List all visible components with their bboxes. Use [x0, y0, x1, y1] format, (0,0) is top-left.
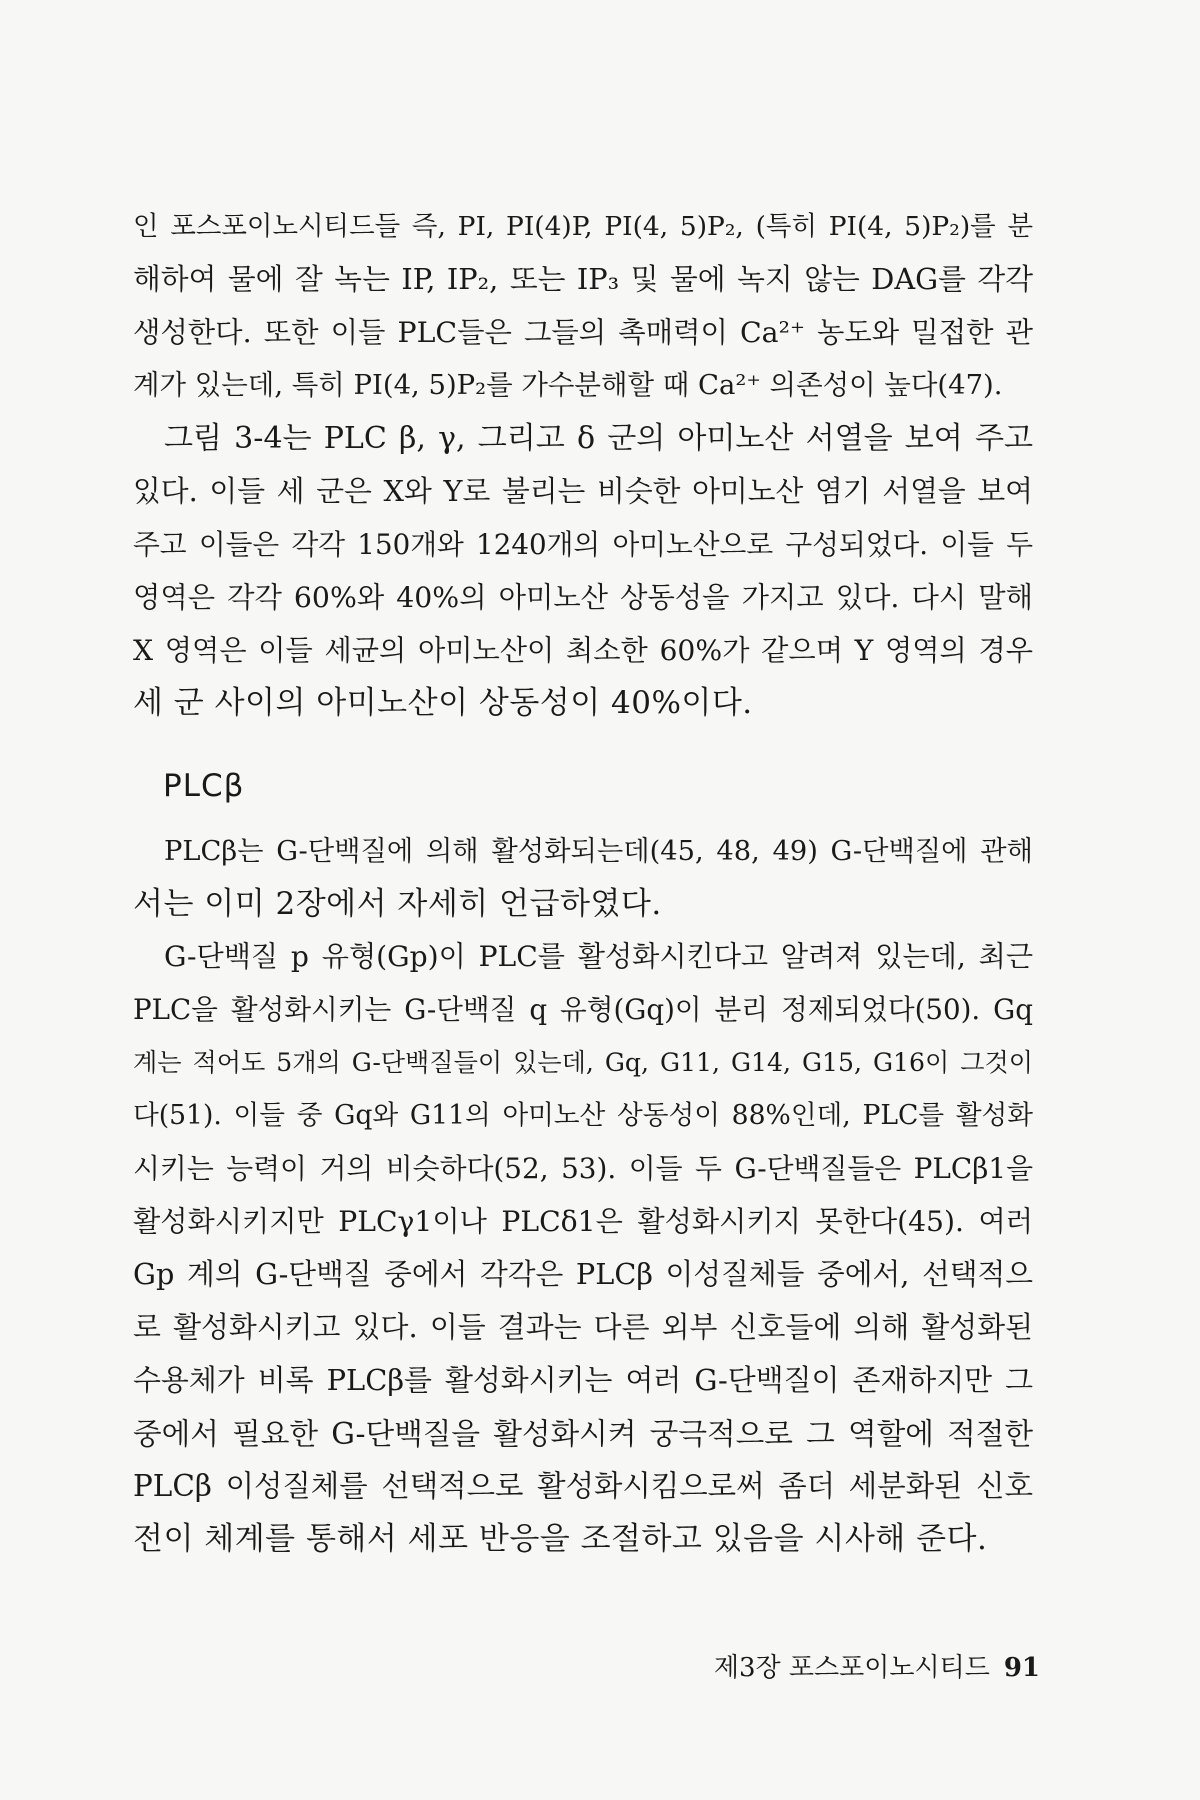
text-line: Gp 계의 G-단백질 중에서 각각은 PLCβ 이성질체들 중에서, 선택적으 [133, 1257, 1033, 1291]
text-line: 있다. 이들 세 군은 X와 Y로 불리는 비슷한 아미노산 염기 서열을 보여 [133, 474, 1033, 508]
text-line: 중에서 필요한 G-단백질을 활성화시켜 궁극적으로 그 역할에 적절한 [133, 1416, 1033, 1451]
text-line: 시키는 능력이 거의 비슷하다(52, 53). 이들 두 G-단백질들은 PLCβ1을 [133, 1152, 1033, 1185]
text-line: PLC을 활성화시키는 G-단백질 q 유형(Gq)이 분리 정제되었다(50). Gq [133, 993, 1033, 1026]
page-number: 91 [1003, 1653, 1040, 1683]
paragraph-4 [133, 930, 1033, 1566]
text-line: 영역은 각각 60%와 40%의 아미노산 상동성을 가지고 있다. 다시 말해 [133, 581, 1033, 614]
text-line: 세 군 사이의 아미노산이 상동성이 40%이다. [133, 685, 753, 721]
text-line: G-단백질 p 유형(Gp)이 PLC를 활성화시킨다고 알려져 있는데, 최근 [164, 940, 1033, 973]
text-line: 주고 이들은 각각 150개와 1240개의 아미노산으로 구성되었다. 이들 두 [133, 528, 1033, 561]
paragraph-3 [133, 825, 1033, 931]
text-line: 생성한다. 또한 이들 PLC들은 그들의 촉매력이 Ca²⁺ 농도와 밀접한 관 [133, 316, 1033, 349]
text-line: 계가 있는데, 특히 PI(4, 5)P₂를 가수분해할 때 Ca²⁺ 의존성이 높다(47). [133, 370, 1003, 401]
text-line: X 영역은 이들 세균의 아미노산이 최소한 60%가 같으며 Y 영역의 경우 [133, 634, 1033, 667]
text-line: PLCβ 이성질체를 선택적으로 활성화시킴으로써 좀더 세분화된 신호 [133, 1469, 1033, 1503]
text-line: 계는 적어도 5개의 G-단백질들이 있는데, Gq, G11, G14, G15, G16이 그것이 [133, 1048, 1033, 1077]
text-line: 로 활성화시키고 있다. 이들 결과는 다른 외부 신호들에 의해 활성화된 [133, 1310, 1033, 1344]
paragraph-1 [133, 200, 1033, 412]
text-line: 해하여 물에 잘 녹는 IP, IP₂, 또는 IP₃ 및 물에 녹지 않는 DAG를 각각 [133, 262, 1033, 296]
text-line: 수용체가 비록 PLCβ를 활성화시키는 여러 G-단백질이 존재하지만 그 [133, 1363, 1033, 1397]
page-footer [700, 1647, 1040, 1684]
chapter-title: 제3장 포스포이노시티드 [713, 1653, 990, 1683]
text-line: 서는 이미 2장에서 자세히 언급하였다. [133, 886, 662, 922]
text-line: 활성화시키지만 PLCγ1이나 PLCδ1은 활성화시키지 못한다(45). 여러 [133, 1205, 1033, 1238]
text-line: PLCβ는 G-단백질에 의해 활성화되는데(45, 48, 49) G-단백질에 관해 [164, 836, 1033, 867]
text-line: 다(51). 이들 중 Gq와 G11의 아미노산 상동성이 88%인데, PLC를 활성화 [133, 1100, 1033, 1131]
text-line: 그림 3-4는 PLC β, γ, 그리고 δ 군의 아미노산 서열을 보여 주고 [164, 421, 1033, 456]
text-line: 전이 체계를 통해서 세포 반응을 조절하고 있음을 시사해 준다. [133, 1521, 988, 1557]
text-line: 인 포스포이노시티드들 즉, PI, PI(4)P, PI(4, 5)P₂, (특히 PI(4, 5)P₂)를 분 [133, 211, 1033, 242]
paragraph-2 [133, 412, 1033, 730]
section-heading: PLCβ [163, 768, 245, 804]
